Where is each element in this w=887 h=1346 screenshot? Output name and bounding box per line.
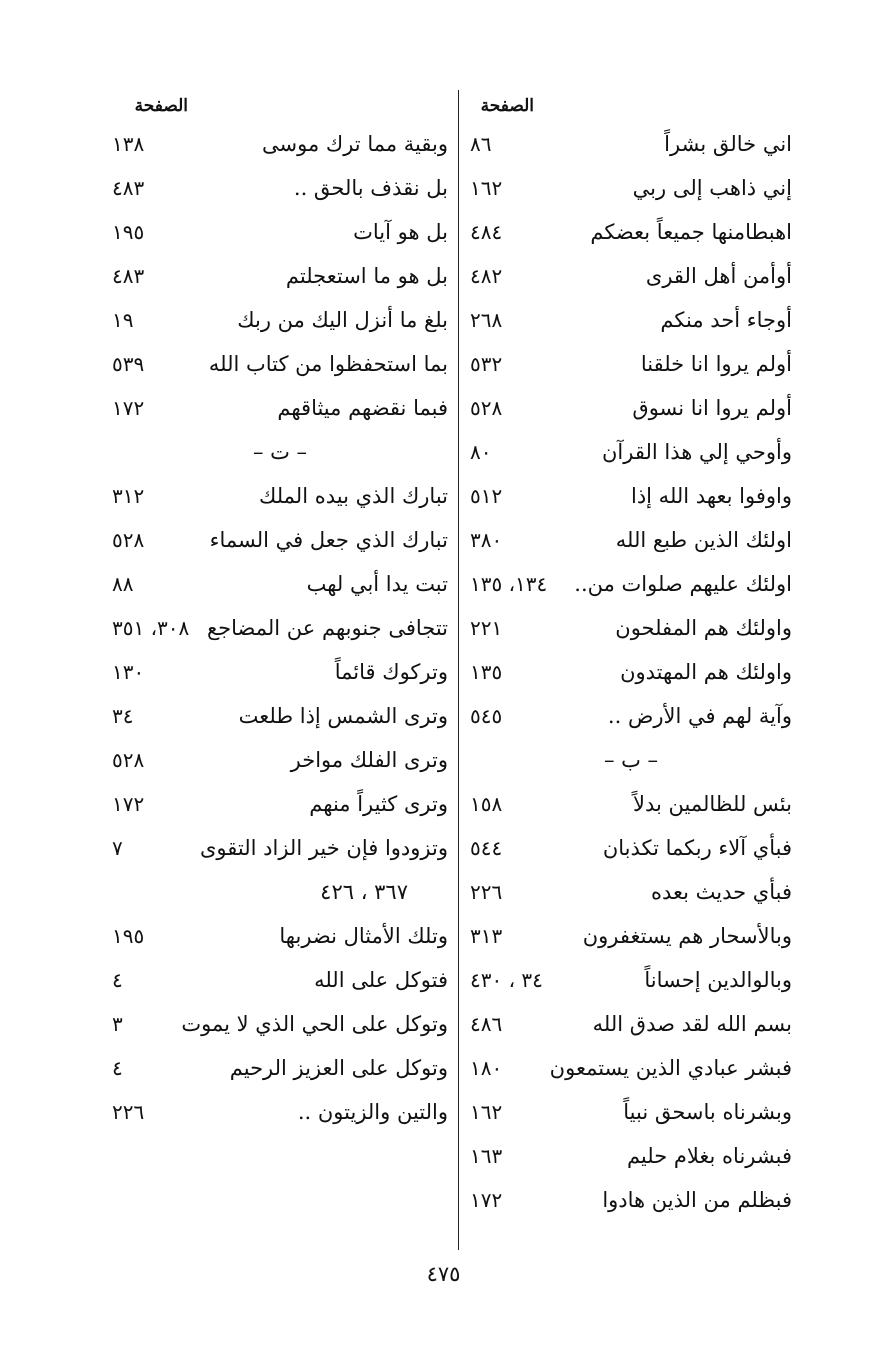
entry-text: واوفوا بعهد الله إذا [630,484,792,508]
column-header: الصفحة [134,96,188,116]
index-column-left [112,90,448,1134]
entry-text: بل هو آيات [353,220,448,244]
index-rows-right [470,122,792,1222]
entry-text: بئس للظالمين بدلاً [633,792,792,816]
entry-text: فبما نقضهم ميثاقهم [277,396,448,420]
entry-text: تبت يدا أبي لهب [306,572,448,596]
entry-text: واولئك هم المهتدون [620,660,792,684]
index-entry [112,298,448,342]
entry-page-number: ٨٨ [112,572,134,596]
index-entry [112,474,448,518]
entry-page-number: ١٣٥ [470,660,503,684]
index-entry [470,826,792,870]
index-entry [112,914,448,958]
entry-page-number: ٣٤ [112,704,134,728]
entry-page-number: ١٦٢ [470,1100,503,1124]
entry-text: فبشر عبادي الذين يستمعون [549,1056,792,1080]
entry-text: اني خالق بشراً [664,132,792,156]
index-entry [470,386,792,430]
column-header: الصفحة [480,96,534,116]
index-entry [112,606,448,650]
entry-text: فبأي آلاء ربكما تكذبان [602,836,792,860]
index-entry [470,870,792,914]
entry-page-number: ٣٤ ، ٤٣٠ [470,968,543,992]
entry-text: وتلك الأمثال نضربها [279,924,448,948]
entry-text: أولم يروا انا نسوق [632,396,792,420]
entry-page-number: ٢٦٨ [470,308,503,332]
index-entry [470,694,792,738]
entry-text: وبالوالدين إحساناً [644,968,792,992]
entry-text: أولم يروا انا خلقنا [640,352,792,376]
entry-page-number: ٢٢٦ [470,880,503,904]
index-entry [112,122,448,166]
index-entry [470,958,792,1002]
index-entry [112,1002,448,1046]
index-entry [112,166,448,210]
entry-page-number: ٥٢٨ [112,528,145,552]
index-entry [112,826,448,870]
entry-text: وتوكل على العزيز الرحيم [229,1056,448,1080]
entry-page-number: ٧ [112,836,123,860]
entry-text: فتوكل على الله [314,968,448,992]
entry-text: وبالأسحار هم يستغفرون [582,924,792,948]
entry-text: اهبطامنها جميعاً بعضكم [590,220,792,244]
entry-text: بل نقذف بالحق .. [293,176,448,200]
index-entry [470,122,792,166]
entry-page-number: ١٥٨ [470,792,503,816]
entry-text: أوأمن أهل القرى [645,264,792,288]
index-entry [470,782,792,826]
index-entry [112,1090,448,1134]
index-entry [112,210,448,254]
entry-page-number: ٤٨٦ [470,1012,503,1036]
entry-page-number: ٥٤٥ [470,704,503,728]
index-rows-left [112,122,448,1134]
index-entry [112,518,448,562]
entry-page-number: ٢٢١ [470,616,503,640]
index-entry [470,210,792,254]
entry-text: والتين والزيتون .. [297,1100,448,1124]
entry-text: أوجاء أحد منكم [660,308,792,332]
entry-page-number: ١٦٢ [470,176,503,200]
index-entry [112,254,448,298]
index-entry [470,650,792,694]
entry-page-number: ١٣٠ [112,660,145,684]
section-label: – ب – [603,748,659,772]
index-entry [470,430,792,474]
entry-text: وترى كثيراً منهم [309,792,448,816]
entry-text: وترى الشمس إذا طلعت [238,704,448,728]
index-entry [470,1134,792,1178]
entry-text: فبشرناه بغلام حليم [626,1144,792,1168]
entry-page-number: ٤٨٤ [470,220,503,244]
entry-text: تتجافى جنوبهم عن المضاجع [206,616,448,640]
entry-text: اولئك عليهم صلوات من.. [574,572,792,596]
section-label: – ت – [252,440,308,464]
entry-page-number: ٤ [112,968,123,992]
index-entry [470,914,792,958]
entry-page-number: ٣٨٠ [470,528,503,552]
entry-text: وأوحي إلي هذا القرآن [602,440,792,464]
continuation-pages [112,870,448,914]
entry-page-number: ١٦٣ [470,1144,503,1168]
entry-page-number: ١٨٠ [470,1056,503,1080]
entry-text: وبشرناه باسحق نبياً [623,1100,792,1124]
entry-page-number: ٤٨٣ [112,176,145,200]
entry-text: وبقية مما ترك موسى [262,132,448,156]
entry-page-number: ١٧٢ [470,1188,503,1212]
section-letter [470,738,792,782]
entry-page-number: ٤ [112,1056,123,1080]
index-entry [470,518,792,562]
index-entry [112,958,448,1002]
entry-page-number: ١٧٢ [112,396,145,420]
entry-text: وترى الفلك مواخر [290,748,448,772]
entry-page-number: ٥٤٤ [470,836,503,860]
entry-text: فبأي حديث بعده [650,880,792,904]
entry-text: تبارك الذي بيده الملك [259,484,448,508]
index-entry [470,342,792,386]
entry-page-number: ٢٢٦ [112,1100,145,1124]
index-entry [470,1090,792,1134]
entry-text: اولئك الذين طبع الله [615,528,792,552]
entry-text: تبارك الذي جعل في السماء [209,528,448,552]
entry-page-number: ٥٢٨ [112,748,145,772]
entry-text: وتركوك قائماً [334,660,448,684]
entry-page-number: ١٣٤، ١٣٥ [470,572,548,596]
entry-page-number: ٨٦ [470,132,492,156]
index-entry [470,1046,792,1090]
entry-page-number: ١٧٢ [112,792,145,816]
index-entry [112,342,448,386]
entry-page-number: ١٩ [112,308,134,332]
entry-page-number: ٥٣٩ [112,352,145,376]
page-number: ٤٧٥ [426,1262,461,1286]
entry-text: ٣٦٧ ، ٤٢٦ [320,880,408,904]
entry-page-number: ٤٨٣ [112,264,145,288]
index-entry [470,606,792,650]
entry-text: بما استحفظوا من كتاب الله [208,352,448,376]
entry-text: إني ذاهب إلى ربي [632,176,792,200]
entry-page-number: ١٣٨ [112,132,145,156]
entry-page-number: ٣١٣ [470,924,503,948]
index-entry [112,1046,448,1090]
entry-text: واولئك هم المفلحون [615,616,792,640]
entry-page-number: ١٩٥ [112,220,145,244]
entry-page-number: ٥٣٢ [470,352,503,376]
index-entry [470,1178,792,1222]
entry-page-number: ١٩٥ [112,924,145,948]
entry-text: فبظلم من الذين هادوا [602,1188,792,1212]
entry-page-number: ٨٠ [470,440,492,464]
section-letter [112,430,448,474]
entry-text: بل هو ما استعجلتم [285,264,448,288]
index-entry [470,1002,792,1046]
index-entry [112,694,448,738]
entry-text: وتوكل على الحي الذي لا يموت [181,1012,448,1036]
index-entry [470,254,792,298]
index-entry [112,782,448,826]
index-entry [470,298,792,342]
entry-text: بسم الله لقد صدق الله [592,1012,792,1036]
entry-page-number: ٤٨٢ [470,264,503,288]
index-entry [470,166,792,210]
entry-page-number: ٣ [112,1012,123,1036]
entry-text: بلغ ما أنزل اليك من ربك [237,308,448,332]
entry-page-number: ٥١٢ [470,484,503,508]
index-entry [112,650,448,694]
index-entry [470,474,792,518]
entry-page-number: ٣١٢ [112,484,145,508]
column-divider [458,90,459,1250]
index-entry [470,562,792,606]
entry-page-number: ٣٠٨، ٣٥١ [112,616,190,640]
entry-text: وتزودوا فإن خير الزاد التقوى [200,836,448,860]
index-entry [112,386,448,430]
entry-text: وآية لهم في الأرض .. [607,704,792,728]
entry-page-number: ٥٢٨ [470,396,503,420]
index-entry [112,738,448,782]
index-column-right [470,90,792,1222]
index-entry [112,562,448,606]
